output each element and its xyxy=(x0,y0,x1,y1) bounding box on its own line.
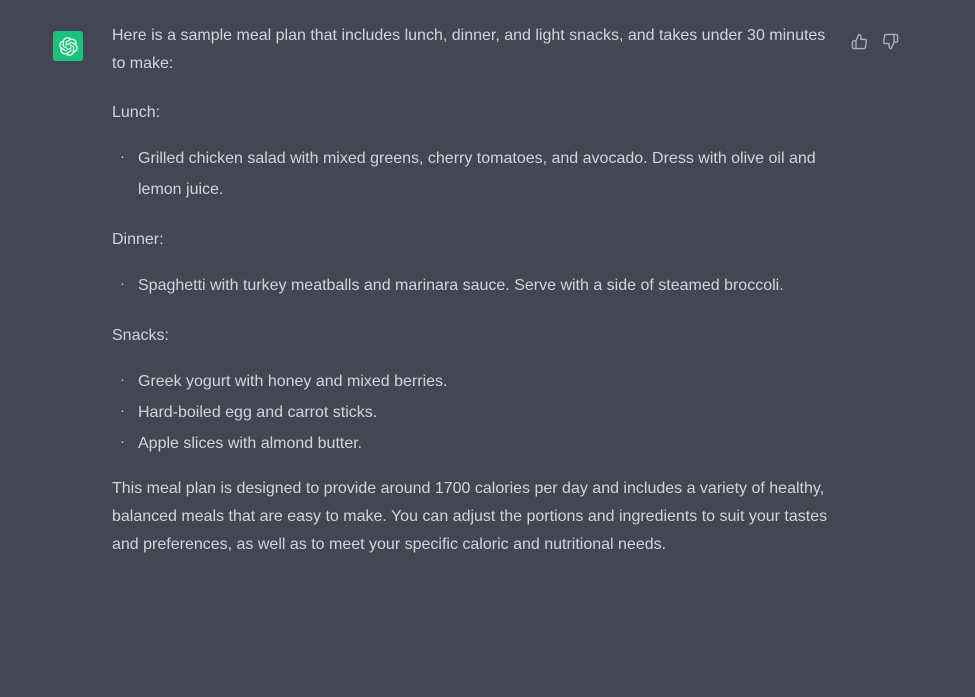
list-item xyxy=(112,428,830,459)
assistant-avatar xyxy=(53,31,83,61)
thumbs-up-button[interactable] xyxy=(851,33,868,50)
bullet-icon: · xyxy=(120,433,125,450)
list-item-text: Hard-boiled egg and carrot sticks. xyxy=(138,404,378,421)
list-item-text: Greek yogurt with honey and mixed berries. xyxy=(138,373,448,390)
openai-logo-icon xyxy=(59,37,78,56)
bullet-icon: · xyxy=(120,148,125,165)
section-heading-dinner: Dinner: xyxy=(112,231,164,248)
intro-paragraph: Here is a sample meal plan that includes lunch, dinner, and light snacks, and takes under 30 minutes to make: xyxy=(112,27,826,72)
section-heading-snacks: Snacks: xyxy=(112,327,169,344)
snacks-list xyxy=(112,366,830,459)
list-item xyxy=(112,270,830,301)
list-item-text: Apple slices with almond butter. xyxy=(138,435,363,452)
lunch-list xyxy=(112,143,830,205)
list-item-text: Grilled chicken salad with mixed greens, cherry tomatoes, and avocado. Dress with olive oil and lemon juice. xyxy=(138,150,816,198)
dinner-list xyxy=(112,270,830,301)
closing-paragraph: This meal plan is designed to provide around 1700 calories per day and includes a variety of healthy, balanced meals that are easy to make. You can adjust the portions and ingredients to suit your tastes and preferences, as well as to meet your specific caloric and nutritional needs. xyxy=(112,480,828,553)
thumbs-up-icon xyxy=(851,33,868,50)
list-item xyxy=(112,397,830,428)
bullet-icon: · xyxy=(120,402,125,419)
list-item xyxy=(112,366,830,397)
message-actions xyxy=(851,33,899,50)
bullet-icon: · xyxy=(120,371,125,388)
bullet-icon: · xyxy=(120,275,125,292)
message-content xyxy=(112,22,830,559)
thumbs-down-icon xyxy=(882,33,899,50)
list-item-text: Spaghetti with turkey meatballs and marinara sauce. Serve with a side of steamed broccoli. xyxy=(138,277,784,294)
list-item xyxy=(112,143,830,205)
section-heading-lunch: Lunch: xyxy=(112,104,161,121)
thumbs-down-button[interactable] xyxy=(882,33,899,50)
